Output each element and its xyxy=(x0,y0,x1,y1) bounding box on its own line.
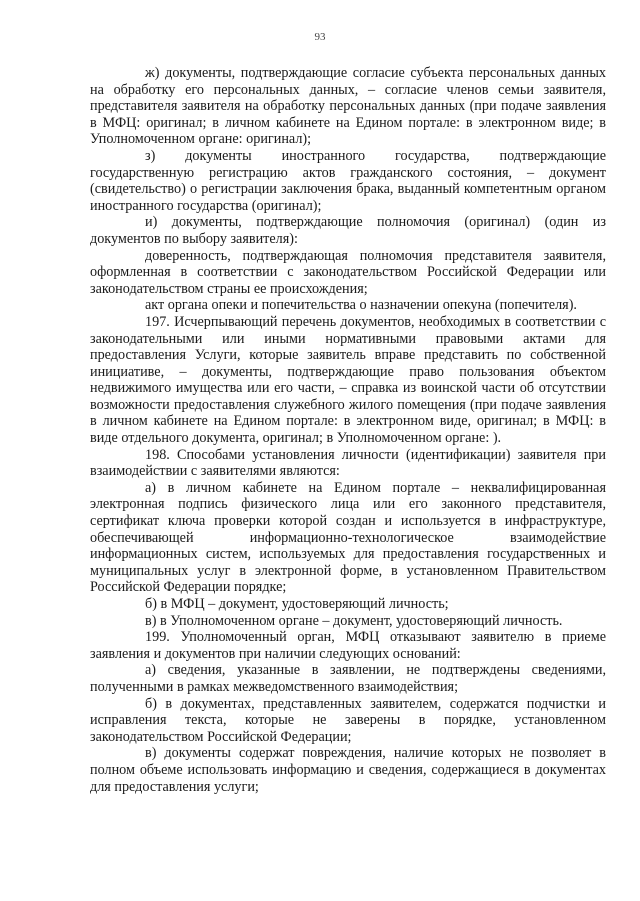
paragraph-guardianship-act: акт органа опеки и попечительства о назначении опекуна (попечителя). xyxy=(145,297,577,314)
paragraph-199-b: б) в документах, представленных заявителем, содержатся подчистки и исправления текста, которые не заверены в порядке, установленном законодательством Российской Федерации; xyxy=(90,695,606,745)
document-body xyxy=(90,65,606,795)
paragraph-power-of-attorney: доверенность, подтверждающая полномочия представителя заявителя, оформленная в соответствии с законодательством Российской Федерации или законодательством страны ее происхождения; xyxy=(90,247,606,297)
paragraph-z-foreign-docs: з) документы иностранного государства, подтверждающие государственную регистрацию актов гражданского состояния, – документ (свидетельство) о регистрации заключения брака, выданный компетентным органом иностранного государства (оригинал); xyxy=(90,147,606,214)
paragraph-198-v: в) в Уполномоченном органе – документ, удостоверяющий личность. xyxy=(145,612,563,629)
paragraph-zh-consent: ж) документы, подтверждающие согласие субъекта персональных данных на обработку его персональных данных, – согласие членов семьи заявителя, представителя заявителя на обработку персональных данных (при подаче заявления в МФЦ: оригинал; в личном кабинете на Едином портале: в электронном виде; в Уполномоченном органе: оригинал); xyxy=(90,65,606,148)
paragraph-i-authority-docs: и) документы, подтверждающие полномочия (оригинал) (один из документов по выбору заявителя): xyxy=(90,214,606,247)
paragraph-199: 199. Уполномоченный орган, МФЦ отказывают заявителю в приеме заявления и документов при наличии следующих оснований: xyxy=(90,629,606,662)
paragraph-198: 198. Способами установления личности (идентификации) заявителя при взаимодействии с заявителями являются: xyxy=(90,446,606,480)
paragraph-199-a: а) сведения, указанные в заявлении, не подтверждены сведениями, полученными в рамках межведомственного взаимодействия; xyxy=(90,662,606,695)
paragraph-198-b: б) в МФЦ – документ, удостоверяющий личность; xyxy=(145,596,449,612)
paragraph-198-a: а) в личном кабинете на Едином портале – неквалифицированная электронная подпись физического лица или его законного представителя, сертификат ключа проверки которой создан и используется в инфраструктуре, обеспечивающей информационно-технологическое взаимодействие информационных систем, используемых для предоставления государственных и муниципальных услуг в электронной форме, в установленном Правительством Российской Федерации порядке; xyxy=(90,479,606,596)
page-number: 93 xyxy=(314,31,326,43)
paragraph-199-v: в) документы содержат повреждения, наличие которых не позволяет в полном объеме использовать информацию и сведения, содержащиеся в документах для предоставления услуги; xyxy=(90,745,606,795)
paragraph-197: 197. Исчерпывающий перечень документов, необходимых в соответствии с законодательными или иными нормативными правовыми актами для предоставления Услуги, которые заявитель вправе представить по собственной инициативе, – документы, подтверждающие право пользования объектом недвижимого имущества или его части, – справка из воинской части об отсутствии возможности предоставления служебного жилого помещения (при подаче заявления в личном кабинете на Едином портале: в электронном виде, оригинал; в МФЦ: в виде отдельного документа, оригинал; в Уполномоченном органе: ). xyxy=(90,313,606,447)
